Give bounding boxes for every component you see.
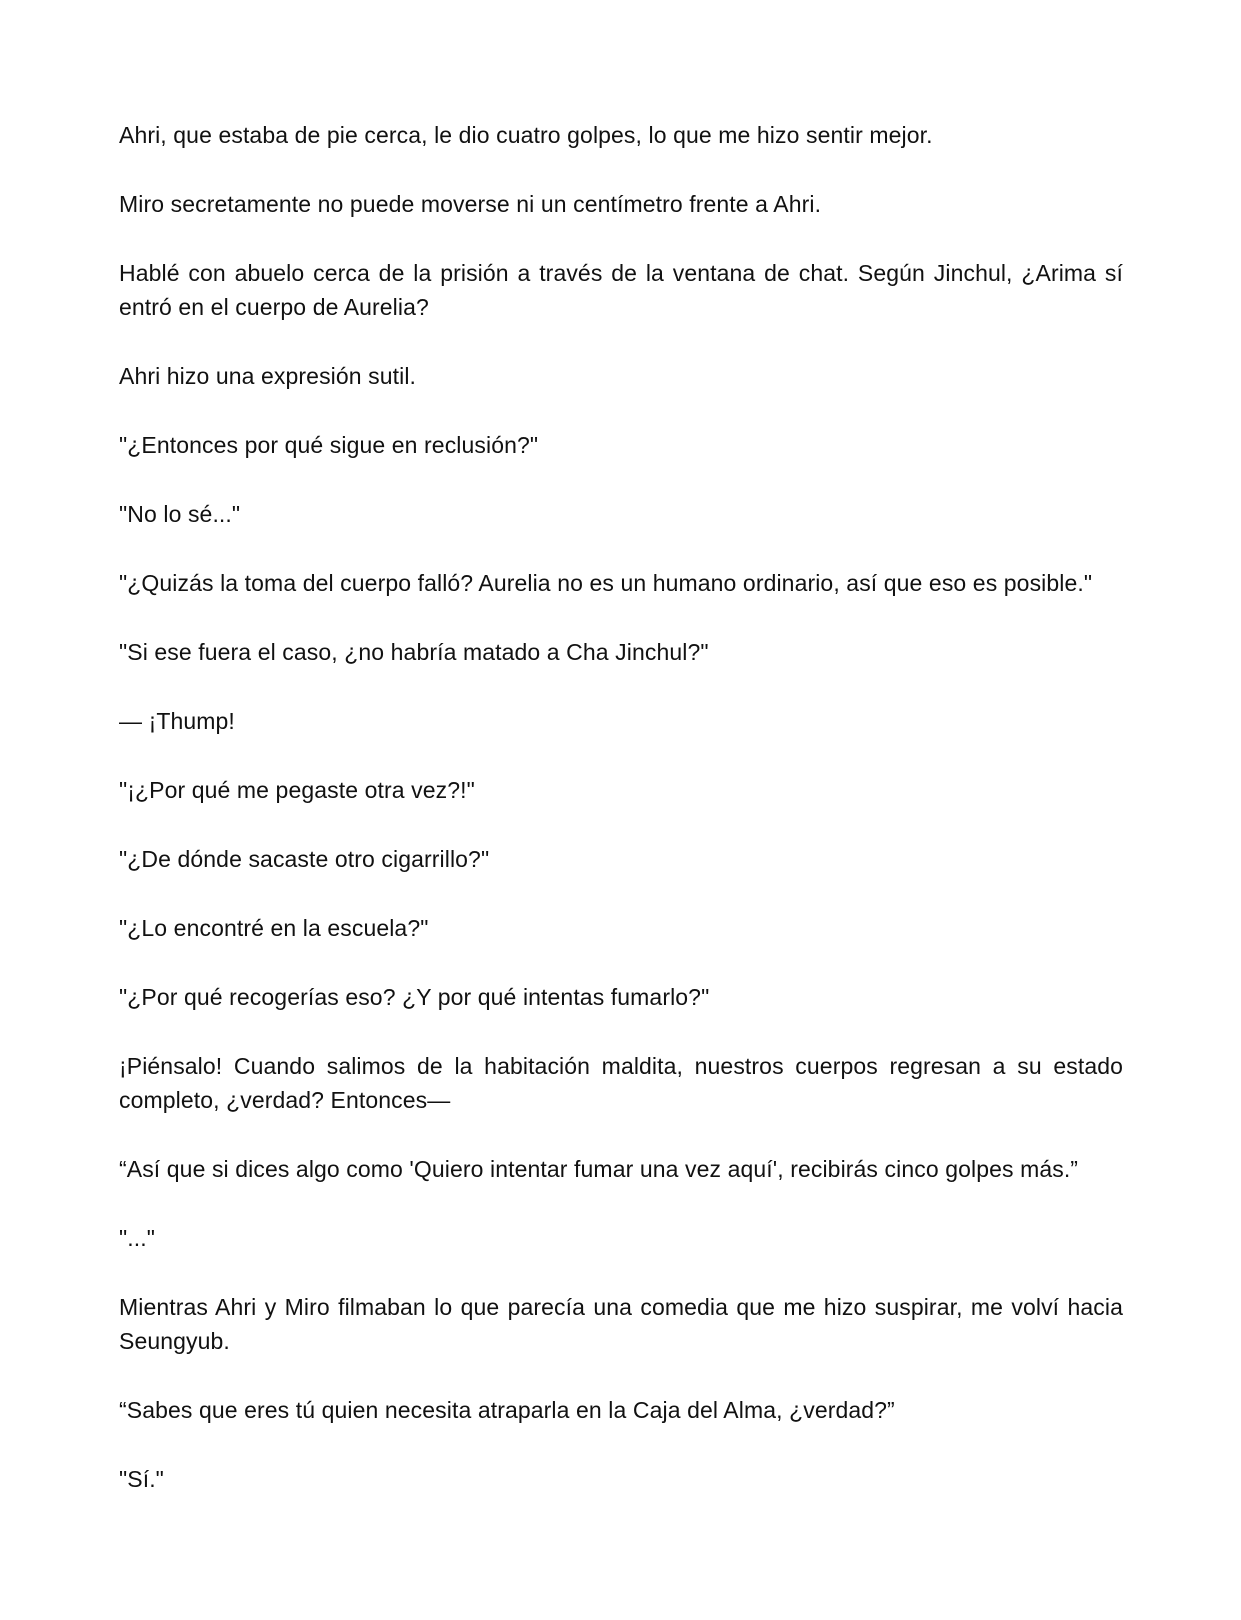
paragraph: "¿De dónde sacaste otro cigarrillo?" xyxy=(119,846,490,872)
paragraph: "¿Lo encontré en la escuela?" xyxy=(119,915,429,941)
paragraph: "¿Entonces por qué sigue en reclusión?" xyxy=(119,432,539,458)
paragraph: “Sabes que eres tú quien necesita atraparla en la Caja del Alma, ¿verdad?” xyxy=(119,1397,895,1423)
paragraph: "¿Quizás la toma del cuerpo falló? Aurelia no es un humano ordinario, así que eso es posible." xyxy=(119,570,1093,596)
paragraph: Ahri hizo una expresión sutil. xyxy=(119,363,417,389)
paragraph: "..." xyxy=(119,1225,155,1251)
text-body xyxy=(119,118,1123,1531)
paragraph: "Sí." xyxy=(119,1466,164,1492)
paragraph: “Así que si dices algo como 'Quiero intentar fumar una vez aquí', recibirás cinco golpes más.” xyxy=(119,1156,1079,1182)
paragraph: ¡Piénsalo! Cuando salimos de la habitación maldita, nuestros cuerpos regresan a su estado completo, ¿verdad? Entonces— xyxy=(119,1053,1123,1113)
paragraph: Hablé con abuelo cerca de la prisión a través de la ventana de chat. Según Jinchul, ¿Arima sí entró en el cuerpo de Aurelia? xyxy=(119,260,1123,320)
paragraph: — ¡Thump! xyxy=(119,708,235,734)
paragraph: "¡¿Por qué me pegaste otra vez?!" xyxy=(119,777,475,803)
paragraph: Miro secretamente no puede moverse ni un centímetro frente a Ahri. xyxy=(119,191,822,217)
paragraph: Ahri, que estaba de pie cerca, le dio cuatro golpes, lo que me hizo sentir mejor. xyxy=(119,122,933,148)
paragraph: "Si ese fuera el caso, ¿no habría matado a Cha Jinchul?" xyxy=(119,639,709,665)
paragraph: "No lo sé..." xyxy=(119,501,241,527)
paragraph: Mientras Ahri y Miro filmaban lo que parecía una comedia que me hizo suspirar, me volví hacia Seungyub. xyxy=(119,1294,1123,1354)
paragraph: "¿Por qué recogerías eso? ¿Y por qué intentas fumarlo?" xyxy=(119,984,710,1010)
